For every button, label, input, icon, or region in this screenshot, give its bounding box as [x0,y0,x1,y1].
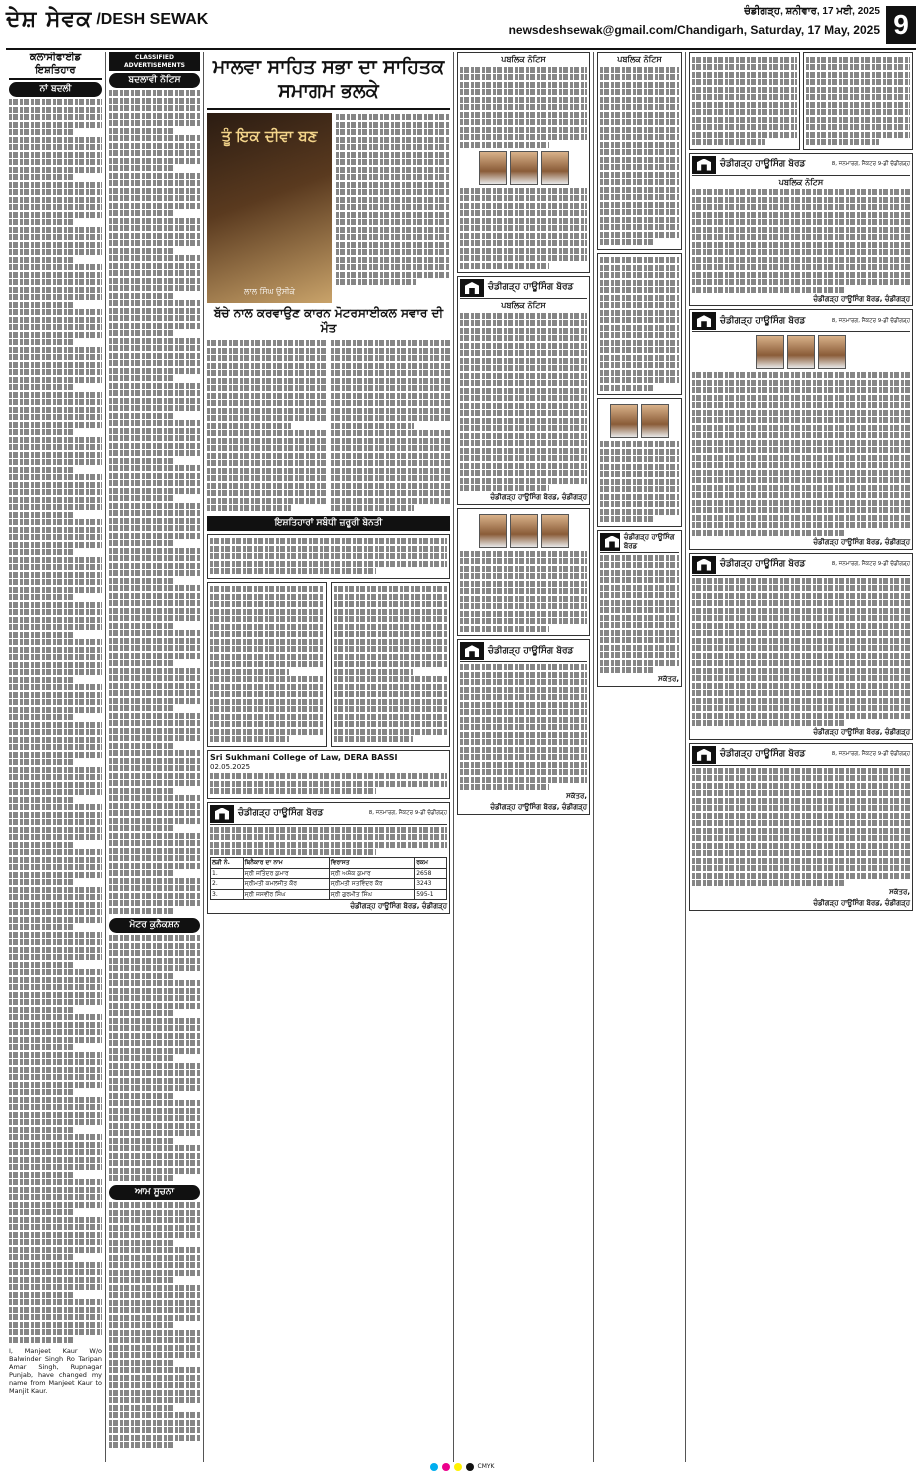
magenta-dot-icon [442,1463,450,1471]
columns [6,52,916,1462]
person-photo [787,335,815,369]
housing-board-notice-8: ਚੰਡੀਗੜ੍ਹ ਹਾਊਸਿੰਗ ਬੋਰਡ 8, ਜਨਮਾਰਗ, ਸੈਕਟਰ 9-ਡੀ ਚੰਡੀਗੜ੍ਹ ਸਕੱਤਰ, ਚੰਡੀਗੜ੍ਹ ਹਾਊਸਿੰਗ ਬੋਰਡ, ਚੰਡੀਗੜ੍ਹ [689,743,913,911]
column-classified-2 [106,52,204,1462]
college-date: 02.05.2025 [210,762,251,771]
photos-row [460,151,587,185]
public-notice-block [457,52,590,273]
table-row: 2. ਸ੍ਰੀਮਤੀ ਕਮਲਜੀਤ ਕੌਰ ਸ੍ਰੀਮਤੀ ਸਤਵਿੰਦਰ ਕੌਰ 3243 [211,879,447,890]
book-cover-image [207,113,332,303]
date-punjabi: ਚੰਡੀਗੜ੍ਹ, ਸ਼ਨੀਵਾਰ, 17 ਮਈ, 2025 [744,6,880,17]
black-dot-icon [466,1463,474,1471]
accident-story [207,339,450,513]
person-photo [756,335,784,369]
table-row: 1. ਸ੍ਰੀ ਜਤਿੰਦਰ ਕੁਮਾਰ ਸ੍ਰੀ ਅਸ਼ੋਕ ਕੁਮਾਰ 2658 [211,868,447,879]
book-author: ਲਾਲ ਸਿੰਘ ਉਸੀਕੇ [243,286,296,296]
housing-board-notice-3: ਚੰਡੀਗੜ੍ਹ ਹਾਊਸਿੰਗ ਬੋਰਡ ਸਕੱਤਰ, ਚੰਡੀਗੜ੍ਹ ਹਾਊਸਿੰਗ ਬੋਰਡ, ਚੰਡੀਗੜ੍ਹ [457,639,590,815]
cyan-dot-icon [430,1463,438,1471]
photo-notice-c6 [597,398,682,527]
logo-punjabi: ਦੇਸ਼ ਸੇਵਕ [6,6,93,32]
story-body [207,113,450,303]
public-notice-c6-2 [597,253,682,396]
housing-board-logo-icon [692,156,716,174]
print-registration-strip [0,1460,924,1474]
housing-board-logo-icon [460,279,484,297]
housing-board-notice-4: ਚੰਡੀਗੜ੍ਹ ਹਾਊਸਿੰਗ ਬੋਰਡ ਸਕੱਤਰ, [597,530,682,687]
person-photo [818,335,846,369]
photo-notice-block [457,508,590,637]
person-photo [541,151,569,185]
housing-board-address: 8, ਜਨਮਾਰਗ, ਸੈਕਟਰ 9-ਡੀ ਚੰਡੀਗੜ੍ਹ [368,810,447,817]
accident-headline: ਬੱਚੇ ਨਾਲ ਕਰਵਾਉਣ ਕਾਰਨ ਮੋਟਰਸਾਈਕਲ ਸਵਾਰ ਦੀ ਮੌਤ [213,305,444,335]
notice-top-right [803,52,914,150]
masthead [6,6,916,50]
person-photo [479,514,507,548]
name-change-notices [9,99,102,1343]
story-text [336,113,450,303]
housing-board-logo-icon [692,746,716,764]
motor-connection-heading: ਮੋਟਰ ਕੁਨੈਕਸ਼ਨ [109,918,200,933]
housing-board-logo-icon [692,556,716,574]
column-right [686,52,916,1462]
public-notice-heading: ਪਬਲਿਕ ਨੋਟਿਸ [501,55,546,64]
housing-board-notice-6: ਚੰਡੀਗੜ੍ਹ ਹਾਊਸਿੰਗ ਬੋਰਡ 8, ਜਨਮਾਰਗ, ਸੈਕਟਰ 9-ਡੀ ਚੰਡੀਗੜ੍ਹ ਚੰਡੀਗੜ੍ਹ ਹਾਊਸਿੰਗ ਬੋਰਡ, ਚੰਡੀਗੜ੍ਹ [689,309,913,549]
housing-board-notice-2: ਚੰਡੀਗੜ੍ਹ ਹਾਊਸਿੰਗ ਬੋਰਡ ਪਬਲਿਕ ਨੋਟਿਸ ਚੰਡੀਗੜ੍ਹ ਹਾਊਸਿੰਗ ਬੋਰਡ, ਚੰਡੀਗੜ੍ਹ [457,276,590,505]
housing-board-logo-icon [692,312,716,330]
cmyk-label: CMYK [477,1463,495,1471]
housing-board-logo-icon [460,642,484,660]
college-name: Sri Sukhmani College of Law, DERA BASSI [210,752,398,762]
advert-notice-heading: ਇਸ਼ਤਿਹਾਰਾਂ ਸਬੰਧੀ ਜ਼ਰੂਰੀ ਬੇਨਤੀ [207,516,450,531]
notice-change-heading: ਬਦਲਾਵੀ ਨੋਟਿਸ [109,73,200,88]
person-photo [641,404,669,438]
notice-top-left [689,52,800,150]
notices-row [207,582,450,750]
housing-board-notice-7: ਚੰਡੀਗੜ੍ਹ ਹਾਊਸਿੰਗ ਬੋਰਡ 8, ਜਨਮਾਰਗ, ਸੈਕਟਰ 9-ਡੀ ਚੰਡੀਗੜ੍ਹ ਚੰਡੀਗੜ੍ਹ ਹਾਊਸਿੰਗ ਬੋਰਡ, ਚੰਡੀਗੜ੍ਹ [689,553,913,740]
main-headline: ਮਾਲਵਾ ਸਾਹਿਤ ਸਭਾ ਦਾ ਸਾਹਿਤਕ ਸਮਾਗਮ ਭਲਕੇ [207,52,450,110]
column-notices-center [454,52,594,1462]
housing-board-logo-icon [600,533,620,551]
public-notice-right [331,582,451,747]
housing-board-title: ਚੰਡੀਗੜ੍ਹ ਹਾਊਸਿੰਗ ਬੋਰਡ [238,807,324,818]
email-date-line: newsdeshsewak@gmail.com/Chandigarh, Saturday, 17 May, 2025 [508,22,880,37]
column-notices-6 [594,52,686,1462]
college-notice [207,750,450,799]
classified-title: ਕਲਾਸੀਫਾਈਡ ਇਸ਼ਤਿਹਾਰ [9,52,102,80]
housing-board-logo-icon [210,805,234,823]
public-info-heading: ਆਮ ਸੂਚਨਾ [109,1185,200,1200]
book-title: ਤੂੰ ਇਕ ਦੀਵਾ ਬਣ [221,126,318,145]
person-photo [510,151,538,185]
public-notice-c6: ਪਬਲਿਕ ਨੋਟਿਸ [597,52,682,250]
notice-change-list [109,90,200,914]
public-notice-left [207,582,327,747]
person-photo [479,151,507,185]
page-number: 9 [886,6,916,44]
advert-notice-text [207,534,450,579]
table-row: 3. ਸ੍ਰੀ ਜਸਵੀਰ ਸਿੰਘ ਸ੍ਰੀ ਗੁਰਮੀਤ ਸਿੰਘ 595-1 [211,889,447,900]
yellow-dot-icon [454,1463,462,1471]
housing-board-signature: ਚੰਡੀਗੜ੍ਹ ਹਾਊਸਿੰਗ ਬੋਰਡ, ਚੰਡੀਗੜ੍ਹ [350,902,447,910]
person-photo [510,514,538,548]
classified-subtitle: CLASSIFIED ADVERTISEMENTS [109,52,200,71]
column-classified-1 [6,52,106,1462]
housing-board-notice-1 [207,802,450,914]
main-story-column [204,52,454,1462]
logo-english: /DESH SEWAK [96,11,209,28]
public-info-notices [109,1202,200,1448]
name-change-heading: ਨਾਂ ਬਦਲੀ [9,82,102,97]
motor-notices [109,935,200,1181]
masthead-info [509,6,916,38]
person-photo [610,404,638,438]
housing-board-notice-5: ਚੰਡੀਗੜ੍ਹ ਹਾਊਸਿੰਗ ਬੋਰਡ 8, ਜਨਮਾਰਗ, ਸੈਕਟਰ 9-ਡੀ ਚੰਡੀਗੜ੍ਹ ਪਬਲਿਕ ਨੋਟਿਸ ਚੰਡੀਗੜ੍ਹ ਹਾਊਸਿੰਗ ਬੋਰਡ, ਚੰਡੀਗੜ੍ਹ [689,153,913,307]
allottee-table: ਲੜੀ ਨੰ. ਬਿਨੈਕਾਰ ਦਾ ਨਾਮ ਵਿਰਾਸਤ ਰਕਮ 1. ਸ੍ਰੀ ਜਤਿੰਦਰ ਕੁਮਾਰ ਸ੍ਰੀ ਅਸ਼ੋਕ ਕੁਮਾਰ 2658 2. ਸ੍ਰੀਮਤੀ ਕਮਲਜੀਤ ਕੌਰ ਸ੍ਰੀਮਤੀ ਸਤਵਿੰਦਰ ਕੌਰ 3243 3. ਸ੍ਰੀ ਜਸਵੀਰ ਸਿੰਘ ਸ੍ਰੀ ਗੁਰਮੀਤ ਸਿੰਘ 595-1 [210,857,447,900]
person-photo [541,514,569,548]
english-name-change-notice: I, Manjeet Kaur W/o Balwinder Singh Ro Taripan Amar Singh, Rupnagar Punjab, have changed my name from Manjeet Kaur to Manjit Kaur. [9,1346,102,1396]
